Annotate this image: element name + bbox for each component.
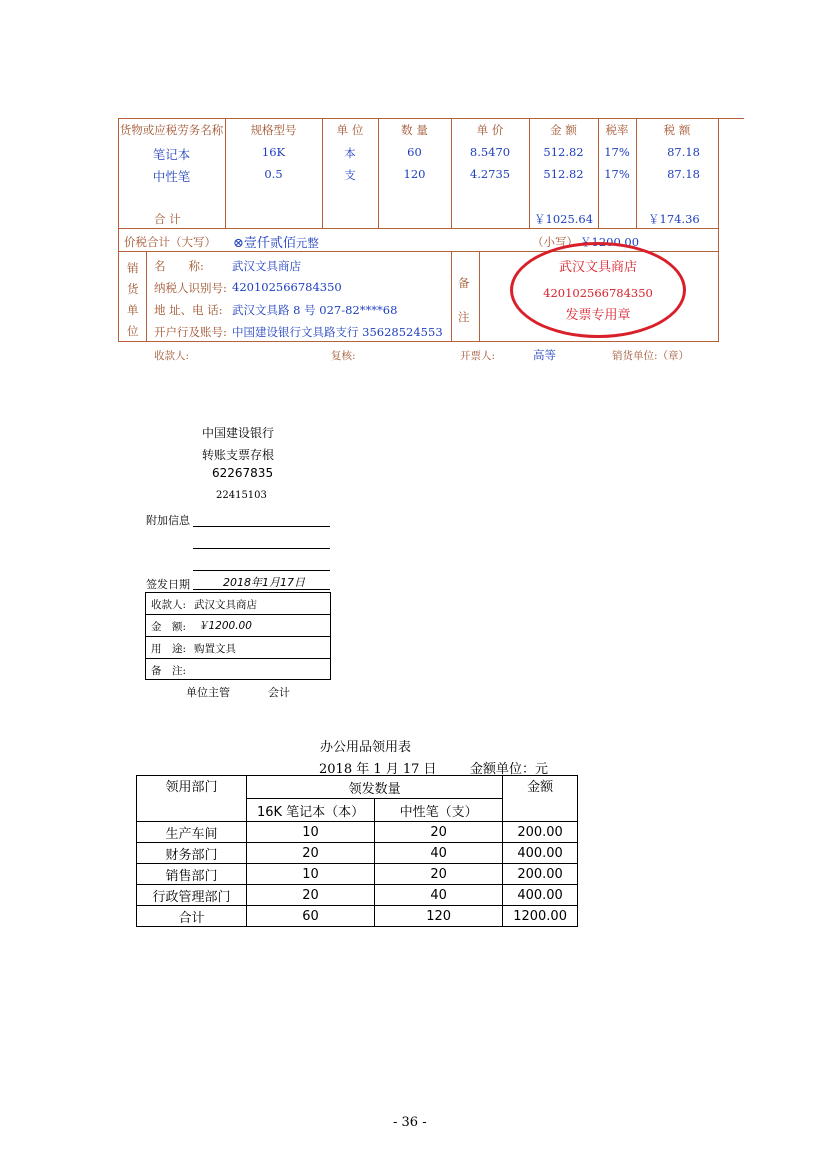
row-amount: 400.00 (503, 843, 578, 864)
row-pen: 20 (375, 864, 503, 885)
header-rate: 税率 (605, 123, 629, 137)
stub-extra-label: 附加信息 (146, 514, 190, 527)
row2-tax: 87.18 (667, 167, 700, 181)
stub-amount: ￥1200.00 (198, 620, 252, 632)
header-unit: 单 位 (336, 123, 364, 137)
total-small-label: （小写） (532, 235, 578, 249)
cross-circle-icon: ⊗ (233, 236, 244, 251)
footer-seller-seal: 销货单位:（章） (612, 350, 690, 362)
row-pen: 40 (375, 843, 503, 864)
seller-bank: 中国建设银行文具路支行 35628524553 (232, 325, 443, 339)
row-amount: 200.00 (503, 864, 578, 885)
stub-date: 2018年1月17日 (223, 576, 305, 589)
stub-payee-label: 收款人: (151, 599, 187, 611)
row-amount: 400.00 (503, 885, 578, 906)
remark-label-2: 注 (458, 310, 470, 324)
requisition-date: 2018 年 1 月 17 日 (319, 762, 437, 777)
total-tax: ￥174.36 (648, 212, 700, 226)
stub-payee: 武汉文具商店 (194, 599, 257, 611)
footer-reviewer: 复核: (331, 350, 356, 362)
row-notebook: 10 (247, 822, 375, 843)
col-notebook: 16K 笔记本（本） (247, 799, 375, 822)
row-pen: 20 (375, 822, 503, 843)
row-amount: 200.00 (503, 822, 578, 843)
row2-amount: 512.82 (543, 167, 584, 181)
row-dept: 销售部门 (137, 864, 247, 885)
stub-extra-line-3 (193, 570, 330, 571)
total-words: 壹仟贰佰 (243, 236, 296, 251)
row2-rate: 17% (604, 167, 630, 181)
header-tax: 税 额 (663, 123, 691, 137)
requisition-unit: 金额单位：元 (470, 762, 549, 777)
row1-name: 笔记本 (152, 147, 191, 162)
row1-price: 8.5470 (469, 145, 511, 159)
row2-name: 中性笔 (152, 169, 191, 184)
seller-bank-label: 开户行及账号: (154, 325, 227, 339)
stub-code1: 62267835 (212, 466, 274, 480)
page-number: - 36 - (393, 1115, 427, 1130)
col-pen: 中性笔（支） (375, 799, 503, 822)
stub-purpose-label: 用 途: (151, 643, 187, 655)
seller-side-3: 单 (127, 303, 139, 317)
row-pen: 40 (375, 885, 503, 906)
header-name: 货物或应税劳务名称 (119, 123, 224, 137)
row2-spec: 0.5 (264, 167, 283, 181)
row-dept: 生产车间 (137, 822, 247, 843)
row-notebook: 10 (247, 864, 375, 885)
total-words-label: 价税合计（大写） (124, 235, 216, 249)
total-amount: ￥1025.64 (534, 212, 594, 226)
row-notebook: 60 (247, 906, 375, 927)
header-spec: 规格型号 (250, 123, 297, 137)
row1-spec: 16K (261, 145, 286, 159)
header-price: 单 价 (476, 123, 504, 137)
row-dept: 行政管理部门 (137, 885, 247, 906)
stub-remark-label: 备 注: (151, 665, 187, 677)
table-row (137, 864, 578, 885)
total-words-line (233, 232, 319, 251)
footer-drawer-name: 高等 (533, 348, 556, 362)
stub-bank: 中国建设银行 (202, 426, 275, 440)
seller-side-4: 位 (127, 324, 139, 338)
seller-name-label: 名 称: (154, 259, 204, 273)
row-notebook: 20 (247, 843, 375, 864)
col-amount: 金额 (503, 776, 578, 822)
seller-address: 武汉文具路 8 号 027-82****68 (232, 303, 398, 317)
row-dept: 财务部门 (137, 843, 247, 864)
stub-manager: 单位主管 (186, 686, 230, 699)
requisition-table (136, 775, 578, 927)
row1-rate: 17% (604, 145, 630, 159)
table-row (137, 843, 578, 864)
header-amount: 金 额 (550, 123, 577, 137)
seller-side-2: 货 (127, 282, 139, 296)
stub-amount-label: 金 额: (151, 621, 187, 633)
row-amount: 1200.00 (503, 906, 578, 927)
header-qty: 数 量 (401, 123, 428, 137)
row1-qty: 60 (407, 145, 422, 159)
stub-code2: 22415103 (216, 490, 267, 501)
requisition-title: 办公用品领用表 (320, 740, 412, 755)
row1-unit: 本 (344, 146, 356, 160)
stub-accountant: 会计 (268, 686, 290, 699)
stub-date-label: 签发日期 (146, 578, 190, 591)
footer-payee: 收款人: (154, 350, 190, 362)
remark-label-1: 备 (458, 276, 470, 290)
row-dept: 合计 (137, 906, 247, 927)
stub-extra-line-1 (193, 526, 330, 527)
table-row (137, 885, 578, 906)
seller-address-label: 地 址、电 话: (154, 303, 223, 317)
footer-drawer: 开票人: (460, 350, 496, 362)
total-small: ￥1200.00 (580, 235, 640, 249)
table-row (137, 822, 578, 843)
stub-purpose: 购置文具 (194, 643, 236, 655)
stub-extra-line-2 (193, 548, 330, 549)
total-words-suffix: 元整 (295, 236, 319, 250)
table-row-total (137, 906, 578, 927)
row1-tax: 87.18 (667, 145, 700, 159)
stub-box (145, 592, 331, 680)
row2-price: 4.2735 (469, 167, 511, 181)
col-qty: 领发数量 (247, 776, 503, 799)
row2-qty: 120 (403, 167, 426, 181)
stamp-name: 武汉文具商店 (558, 260, 637, 275)
row2-unit: 支 (344, 168, 356, 182)
seller-side-1: 销 (127, 261, 139, 275)
row-pen: 120 (375, 906, 503, 927)
stamp-number: 420102566784350 (543, 286, 653, 300)
row1-amount: 512.82 (543, 145, 584, 159)
seller-tax-id-label: 纳税人识别号: (154, 281, 227, 295)
total-label: 合 计 (154, 212, 181, 226)
col-dept: 领用部门 (137, 776, 247, 822)
stub-title: 转账支票存根 (202, 448, 275, 462)
stub-date-line (193, 589, 330, 590)
stamp-label: 发票专用章 (565, 308, 631, 323)
seller-tax-id: 420102566784350 (232, 280, 342, 294)
row-notebook: 20 (247, 885, 375, 906)
seller-name: 武汉文具商店 (232, 259, 301, 273)
